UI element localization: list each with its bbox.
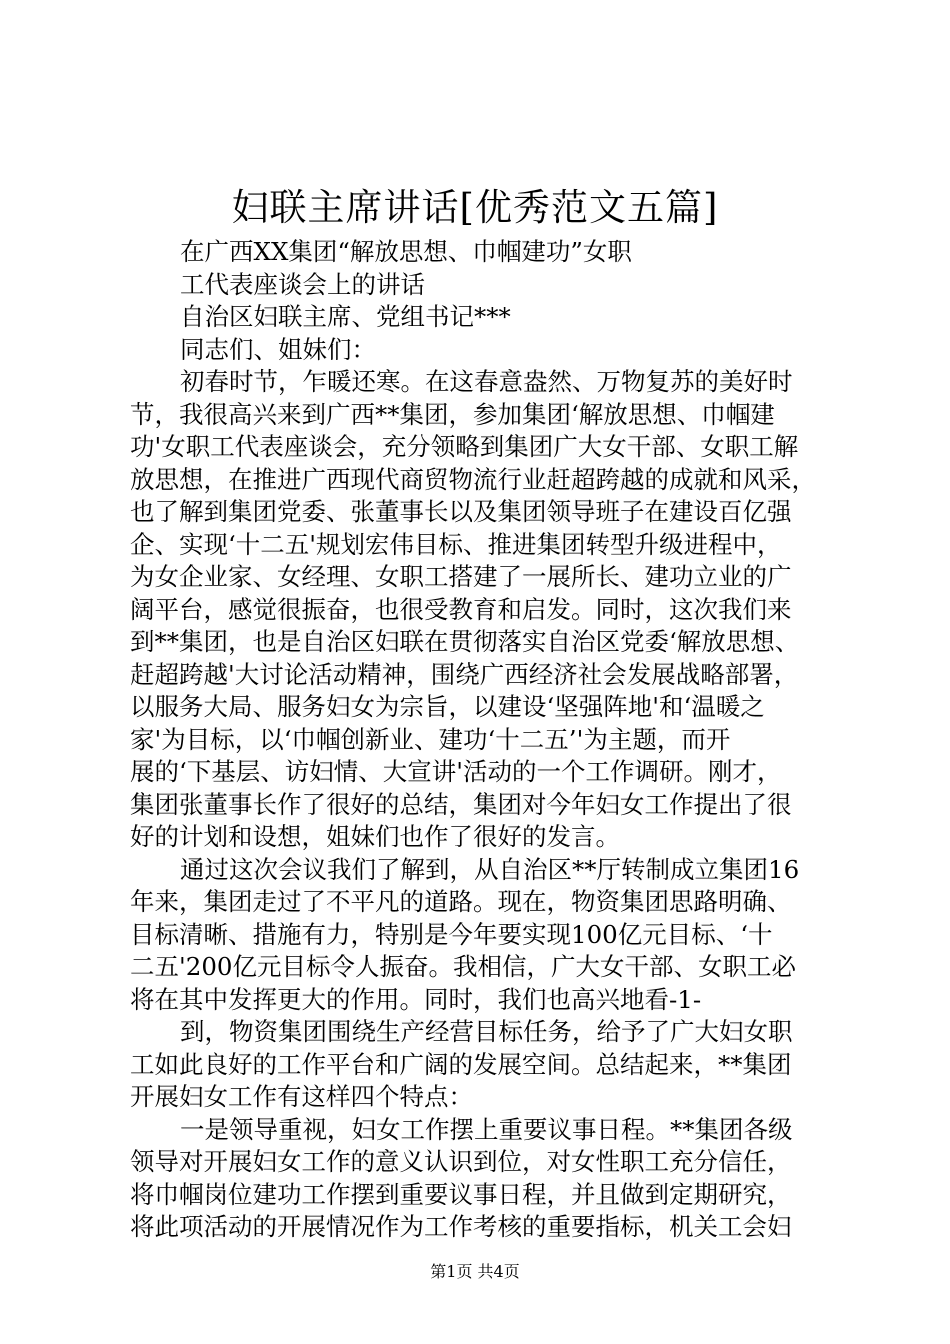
text-line: 到**集团，也是自治区妇联在贯彻落实自治区党委‘解放思想、 [130, 627, 800, 656]
text-line: 也了解到集团党委、张董事长以及集团领导班子在建设百亿强 [130, 497, 792, 526]
text-line: 自治区妇联主席、党组书记*** [180, 302, 511, 331]
text-line: 二五'200亿元目标令人振奋。我相信，广大女干部、女职工必 [130, 952, 796, 981]
text-line: 以服务大局、服务妇女为宗旨，以建设‘坚强阵地'和‘温暖之 [130, 692, 765, 721]
text-line: 工如此良好的工作平台和广阔的发展空间。总结起来，**集团 [130, 1049, 792, 1079]
text-line: 企、实现‘十二五'规划宏伟目标、推进集团转型升级进程中， [130, 529, 782, 559]
text-line: 工代表座谈会上的讲话 [180, 269, 425, 299]
page-footer: 第1页 共4页 [430, 1262, 520, 1281]
text-line: 通过这次会议我们了解到，从自治区**厅转制成立集团16 [180, 854, 800, 884]
text-line: 初春时节，乍暖还寒。在这春意盎然、万物复苏的美好时 [180, 367, 793, 396]
text-line: 集团张董事长作了很好的总结，集团对今年妇女工作提出了很 [130, 789, 792, 819]
text-line: 节，我很高兴来到广西**集团，参加集团‘解放思想、巾帼建 [130, 399, 775, 429]
text-line: 将巾帼岗位建功工作摆到重要议事日程，并且做到定期研究， [130, 1179, 792, 1209]
text-line: 为女企业家、女经理、女职工搭建了一展所长、建功立业的广 [130, 562, 792, 591]
text-line: 将在其中发挥更大的作用。同时，我们也高兴地看-1- [130, 984, 702, 1014]
text-line: 好的计划和设想，姐妹们也作了很好的发言。 [130, 822, 620, 851]
text-line: 放思想，在推进广西现代商贸物流行业赶超跨越的成就和风采， [130, 464, 816, 494]
text-line: 同志们、姐妹们： [180, 334, 376, 364]
text-line: 目标清晰、措施有力，特别是今年要实现100亿元目标、‘十 [130, 919, 773, 949]
text-line: 领导对开展妇女工作的意义认识到位，对女性职工充分信任， [130, 1147, 792, 1176]
text-line: 功'女职工代表座谈会，充分领略到集团广大女干部、女职工解 [130, 432, 799, 461]
text-line: 年来，集团走过了不平凡的道路。现在，物资集团思路明确、 [130, 887, 792, 916]
text-line: 赶超跨越'大讨论活动精神，围绕广西经济社会发展战略部署， [130, 659, 799, 689]
text-line: 阔平台，感觉很振奋，也很受教育和启发。同时，这次我们来 [130, 594, 792, 624]
text-line: 家'为目标，以‘巾帼创新业、建功‘十二五’'为主题，而开 [130, 724, 731, 754]
document-body [130, 236, 830, 1244]
text-line: 将此项活动的开展情况作为工作考核的重要指标，机关工会妇 [130, 1212, 792, 1241]
text-line: 展的‘下基层、访妇情、大宣讲'活动的一个工作调研。刚才， [130, 757, 782, 786]
text-line: 在广西XX集团“解放思想、巾帼建功”女职 [180, 237, 632, 266]
document-title: 妇联主席讲话[优秀范文五篇] [231, 186, 719, 229]
text-line: 一是领导重视，妇女工作摆上重要议事日程。**集团各级 [180, 1114, 793, 1144]
text-line: 开展妇女工作有这样四个特点： [130, 1082, 473, 1111]
text-line: 到，物资集团围绕生产经营目标任务，给予了广大妇女职 [180, 1017, 793, 1046]
